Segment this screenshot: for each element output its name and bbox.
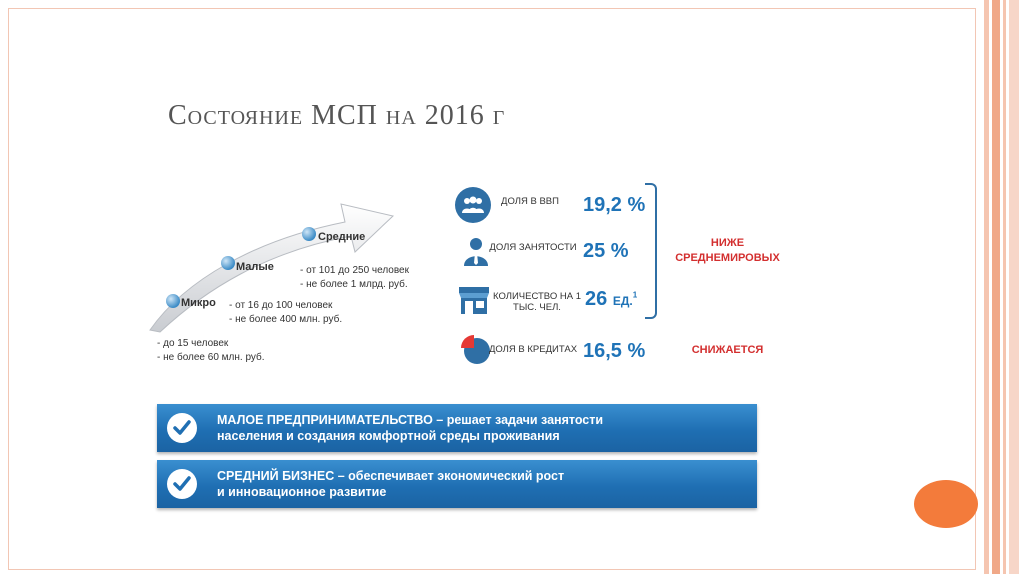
stage-desc-small: - от 16 до 100 человек - не более 400 млн. руб. (229, 300, 343, 325)
stat-label-gdp: ДОЛЯ В ВВП (501, 196, 559, 207)
note-below-world: НИЖЕ СРЕДНЕМИРОВЫХ (675, 237, 780, 264)
page-title: Состояние МСП на 2016 г (168, 100, 506, 131)
stage-label-small: Малые (236, 261, 274, 273)
stage-dot-medium (302, 227, 316, 241)
stat-value-employment: 25 % (583, 240, 629, 262)
stage-dot-small (221, 256, 235, 270)
banner-text: МАЛОЕ ПРЕДПРИНИМАТЕЛЬСТВО – решает задачи занятости населения и создания комфортной среды проживания (217, 413, 604, 443)
stat-label-employment: ДОЛЯ ЗАНЯТОСТИ (489, 242, 577, 253)
decorative-stripes (984, 0, 1024, 574)
banner-text: СРЕДНИЙ БИЗНЕС – обеспечивает экономический рост и инновационное развитие (217, 469, 565, 499)
stage-desc-medium: - от 101 до 250 человек - не более 1 млрд. руб. (300, 265, 409, 290)
stat-label-per-thousand: КОЛИЧЕСТВО НА 1 ТЫС. ЧЕЛ. (493, 291, 581, 313)
banner-small-business (157, 404, 757, 452)
banner-medium-business (157, 460, 757, 508)
stat-value-gdp: 19,2 % (583, 194, 646, 216)
check-icon (167, 413, 197, 443)
note-decreasing: СНИЖАЕТСЯ (691, 344, 764, 356)
stat-label-credits: ДОЛЯ В КРЕДИТАХ (488, 344, 578, 355)
check-icon (167, 469, 197, 499)
orange-circle-button[interactable] (914, 480, 978, 528)
stat-value-credits: 16,5 % (583, 340, 646, 362)
stage-label-micro: Микро (181, 297, 216, 309)
stat-value-per-thousand: 26 ЕД.$^1$ (585, 288, 638, 310)
stage-desc-micro: - до 15 человек - не более 60 млн. руб. (157, 338, 265, 363)
shop-icon (456, 282, 492, 318)
stage-label-medium: Средние (318, 231, 366, 243)
stage-dot-micro (166, 294, 180, 308)
stats-bracket (645, 183, 657, 319)
